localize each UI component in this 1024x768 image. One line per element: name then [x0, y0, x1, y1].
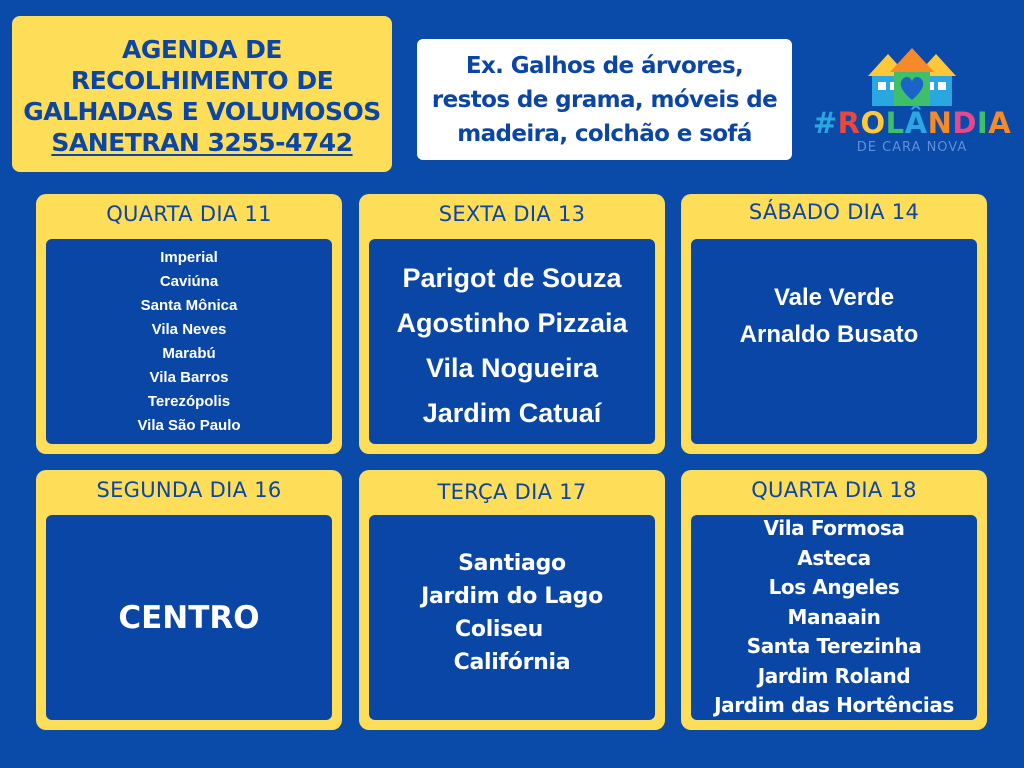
card-day-label: SEXTA DIA 13: [438, 202, 586, 226]
title-line: RECOLHIMENTO DE: [70, 66, 334, 95]
schedule-card-segunda-16: [36, 470, 342, 730]
logo-wordmark: [812, 106, 1012, 140]
rolandia-logo: [812, 46, 1012, 166]
examples-line: madeira, colchão e sofá: [457, 120, 752, 147]
logo-letter: A: [988, 106, 1012, 140]
neighborhood-item: Arnaldo Busato: [739, 321, 919, 348]
logo-hash: #: [812, 106, 838, 140]
houses-heart-icon: [864, 46, 960, 108]
card-day-label: QUARTA DIA 11: [106, 202, 272, 226]
title-banner: [12, 16, 392, 172]
neighborhood-item: Santa Mônica: [140, 296, 238, 314]
neighborhood-item: Imperial: [160, 248, 218, 266]
neighborhood-item: Califórnia: [453, 649, 571, 675]
schedule-card-sabado-14: [681, 194, 987, 454]
neighborhood-item: Terezópolis: [147, 392, 231, 410]
neighborhood-item: Vila Nogueira: [425, 352, 599, 383]
neighborhood-item: Marabú: [162, 344, 216, 362]
neighborhood-list: [691, 515, 977, 720]
examples-line: Ex. Galhos de árvores,: [465, 52, 744, 79]
neighborhood-item: Jardim Roland: [757, 663, 911, 688]
schedule-card-quarta-18: [681, 470, 987, 730]
neighborhood-item: Coliseu: [455, 616, 543, 642]
schedule-card-quarta-11: [36, 194, 342, 454]
neighborhood-item: Caviúna: [159, 272, 219, 290]
title-line: GALHADAS E VOLUMOSOS: [23, 97, 381, 126]
neighborhood-item: Santa Terezinha: [746, 634, 922, 659]
neighborhood-list: [369, 239, 655, 444]
neighborhood-item: Los Angeles: [768, 575, 900, 600]
neighborhood-item: CENTRO: [118, 599, 260, 636]
logo-letter: Â: [904, 106, 928, 140]
neighborhood-item: Vila Neves: [151, 320, 227, 338]
neighborhood-list: [46, 515, 332, 720]
neighborhood-item: Vila São Paulo: [137, 416, 241, 434]
logo-letter: I: [976, 106, 989, 140]
neighborhood-item: Vale Verde: [773, 284, 895, 311]
neighborhood-item: Agostinho Pizzaia: [396, 307, 628, 338]
neighborhood-item: Jardim Catuaí: [422, 397, 602, 428]
neighborhood-item: Vila Barros: [149, 368, 229, 386]
card-day-label: SÁBADO DIA 14: [748, 200, 920, 224]
neighborhood-item: Asteca: [797, 545, 871, 570]
logo-letter: R: [837, 106, 861, 140]
neighborhood-list: [46, 239, 332, 444]
examples-box: [417, 39, 792, 160]
logo-letter: D: [952, 106, 977, 140]
logo-letter: O: [860, 106, 886, 140]
neighborhood-list: [369, 515, 655, 720]
schedule-card-sexta-13: [359, 194, 665, 454]
neighborhood-item: Santiago: [458, 550, 566, 576]
neighborhood-item: Jardim do Lago: [421, 583, 603, 609]
neighborhood-item: Jardim das Hortências: [714, 693, 954, 718]
logo-letter: L: [885, 106, 905, 140]
phone-number: SANETRAN 3255-4742: [51, 128, 353, 157]
neighborhood-item: Manaain: [787, 604, 881, 629]
card-day-label: TERÇA DIA 17: [437, 480, 587, 504]
card-day-label: QUARTA DIA 18: [751, 478, 917, 502]
card-day-label: SEGUNDA DIA 16: [96, 478, 282, 502]
examples-line: restos de grama, móveis de: [431, 86, 778, 113]
neighborhood-item: Parigot de Souza: [402, 262, 622, 293]
logo-tagline: DE CARA NOVA: [856, 140, 968, 155]
schedule-card-terca-17: [359, 470, 665, 730]
neighborhood-list: [691, 239, 977, 444]
logo-letter: N: [927, 106, 953, 140]
title-line: AGENDA DE: [121, 35, 282, 64]
neighborhood-item: Vila Formosa: [763, 516, 905, 541]
